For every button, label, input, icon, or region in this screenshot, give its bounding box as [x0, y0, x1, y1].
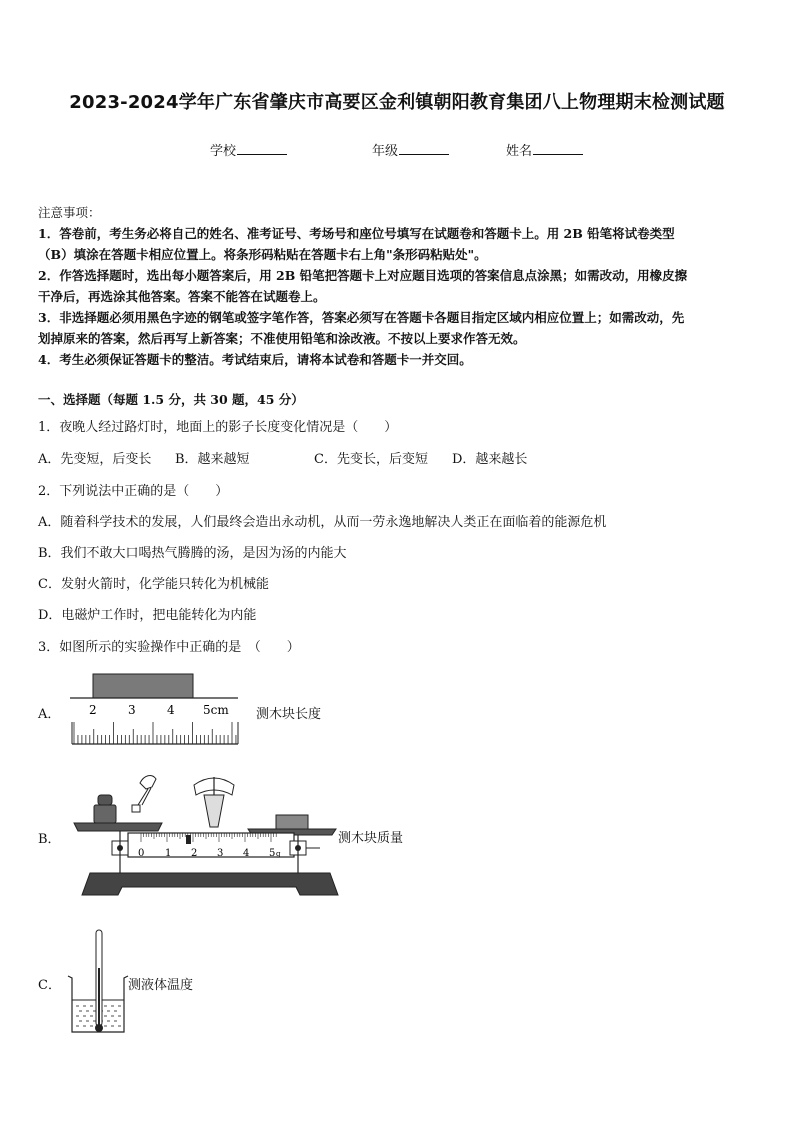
question-2-stem: 2．下列说法中正确的是（ ） — [38, 484, 229, 499]
left-pan — [74, 823, 162, 831]
question-1-option-a: A．先变短，后变长 — [38, 452, 152, 467]
name-label: 姓名 — [506, 144, 533, 159]
notice-line-2: （B）填涂在答题卡相应位置上。将条形码粘贴在答题卡右上角"条形码粘贴处"。 — [38, 247, 487, 262]
beam-tick-2: 2 — [191, 848, 198, 859]
notice-line-4: 干净后，再选涂其他答案。答案不能答在试题卷上。 — [38, 289, 326, 304]
beam-tick-3: 3 — [217, 848, 224, 859]
hand-icon — [140, 776, 156, 789]
figure-b-label: B． — [38, 832, 61, 847]
notice-line-7: 4．考生必须保证答题卡的整洁。考试结束后，请将本试卷和答题卡一并交回。 — [38, 352, 472, 367]
name-blank — [533, 142, 583, 155]
small-weight — [132, 805, 140, 812]
beaker-figure — [62, 928, 132, 1038]
beam-tick-1: 1 — [165, 848, 172, 859]
figure-c-label: C． — [38, 978, 61, 993]
name-field — [506, 140, 583, 159]
figure-c-caption: 测液体温度 — [128, 978, 194, 993]
wooden-block-on-pan — [276, 815, 308, 829]
grade-label: 年级 — [372, 144, 399, 159]
weight-top — [98, 795, 112, 805]
ruler-ticks — [74, 722, 236, 744]
grade-blank — [399, 142, 449, 155]
thermometer-bulb — [95, 1024, 103, 1032]
notice-line-6: 划掉原来的答案，然后再写上新答案；不准使用铅笔和涂改液。不按以上要求作答无效。 — [38, 331, 526, 346]
wooden-block — [93, 674, 193, 698]
question-1-stem: 1．夜晚人经过路灯时，地面上的影子长度变化情况是（ ） — [38, 420, 398, 435]
ruler-tick-label-4: 4 — [167, 703, 175, 717]
question-1-option-c: C．先变长，后变短 — [314, 452, 428, 467]
beam-tick-5: 5 — [269, 848, 276, 859]
beam-tick-0: 0 — [138, 848, 145, 859]
weight-body — [94, 805, 116, 823]
notice-line-5: 3．非选择题必须用黑色字迹的钢笔或签字笔作答，答案必须写在答题卡各题目指定区域内相应位置上；如需改动，先 — [38, 310, 685, 325]
question-2-option-b: B．我们不敢大口喝热气腾腾的汤，是因为汤的内能大 — [38, 546, 347, 561]
ruler-tick-label-3: 3 — [128, 703, 136, 717]
school-label: 学校 — [210, 144, 237, 159]
balance-figure — [68, 765, 343, 900]
question-2-option-a: A．随着科学技术的发展，人们最终会造出永动机，从而一劳永逸地解决人类正在面临着的能源危机 — [38, 515, 607, 530]
school-field — [210, 140, 287, 159]
notice-line-3: 2．作答选择题时，选出每小题答案后，用 2B 铅笔把答题卡上对应题目选项的答案信息点涂黑；如需改动，用橡皮擦 — [38, 268, 688, 283]
figure-b-caption: 测木块质量 — [338, 831, 404, 846]
rider — [186, 835, 191, 844]
ruler-figure — [60, 670, 250, 750]
notice-line-1: 1．答卷前，考生务必将自己的姓名、准考证号、考场号和座位号填写在试题卷和答题卡上。用 2B 铅笔将试卷类型 — [38, 226, 675, 241]
figure-a-caption: 测木块长度 — [256, 707, 322, 722]
question-2-option-d: D．电磁炉工作时，把电能转化为内能 — [38, 608, 257, 623]
balance-column — [204, 795, 224, 827]
question-1-option-d: D．越来越长 — [452, 452, 528, 467]
section-heading: 一、选择题（每题 1.5 分，共 30 题，45 分） — [38, 392, 304, 407]
figure-a-label: A． — [38, 707, 61, 722]
balance-base — [82, 873, 338, 895]
question-1-option-b: B．越来越短 — [175, 452, 250, 467]
grade-field — [372, 140, 449, 159]
question-2-option-c: C．发射火箭时，化学能只转化为机械能 — [38, 577, 269, 592]
notice-heading: 注意事项： — [38, 205, 101, 220]
page-title: 2023-2024学年广东省肇庆市高要区金利镇朝阳教育集团八上物理期末检测试题 — [69, 92, 725, 113]
ruler-tick-label-2: 2 — [89, 703, 97, 717]
beam-tick-4: 4 — [243, 848, 250, 859]
school-blank — [237, 142, 287, 155]
question-3-stem: 3．如图所示的实验操作中正确的是 （ ） — [38, 640, 300, 655]
beam-unit: g — [276, 850, 281, 858]
ruler-tick-label-5cm: 5cm — [203, 703, 229, 717]
